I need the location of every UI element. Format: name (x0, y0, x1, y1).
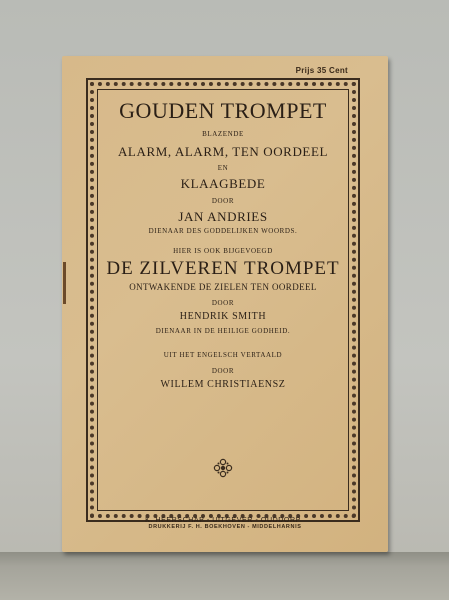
door-line-2: DOOR (211, 299, 235, 307)
author-2-role: DIENAAR IN DE HEILIGE GODHEID. (155, 327, 291, 335)
main-title: GOUDEN TROMPET (119, 98, 327, 123)
publisher-line: K. HEERSCHAP - UITGEVER - OUDDORP (145, 517, 301, 524)
alarm-line: ALARM, ALARM, TEN OORDEEL (117, 144, 329, 159)
author-1-role: DIENAAR DES GODDELIJKEN WOORDS. (148, 227, 298, 235)
blazende-line: BLAZENDE (202, 130, 244, 138)
translated-line: UIT HET ENGELSCH VERTAALD (163, 351, 283, 359)
translator-name: WILLEM CHRISTIAENSZ (160, 379, 286, 390)
price-label: Prijs 35 Cent (295, 66, 348, 75)
door-line-3: DOOR (211, 367, 235, 375)
staple-mark (63, 262, 66, 304)
added-line: HIER IS OOK BIJGEVOEGD (173, 247, 273, 255)
printer-line: DRUKKERIJ F. H. BOEKHOVEN - MIDDELHARNIS (148, 524, 302, 530)
en-line: EN (217, 164, 229, 172)
booklet-cover (62, 56, 388, 552)
second-subtitle: ONTWAKENDE DE ZIELEN TEN OORDEEL (129, 282, 317, 292)
klaagbede-line: KLAAGBEDE (180, 176, 266, 191)
shelf-surface (0, 552, 449, 600)
author-1-name: JAN ANDRIES (178, 209, 268, 224)
decorative-border (86, 78, 360, 522)
floral-ornament-icon (213, 458, 233, 478)
door-line-1: DOOR (211, 197, 235, 205)
cover-text-block (100, 92, 346, 524)
second-title: DE ZILVEREN TROMPET (106, 258, 340, 279)
author-2-name: HENDRIK SMITH (179, 311, 267, 322)
